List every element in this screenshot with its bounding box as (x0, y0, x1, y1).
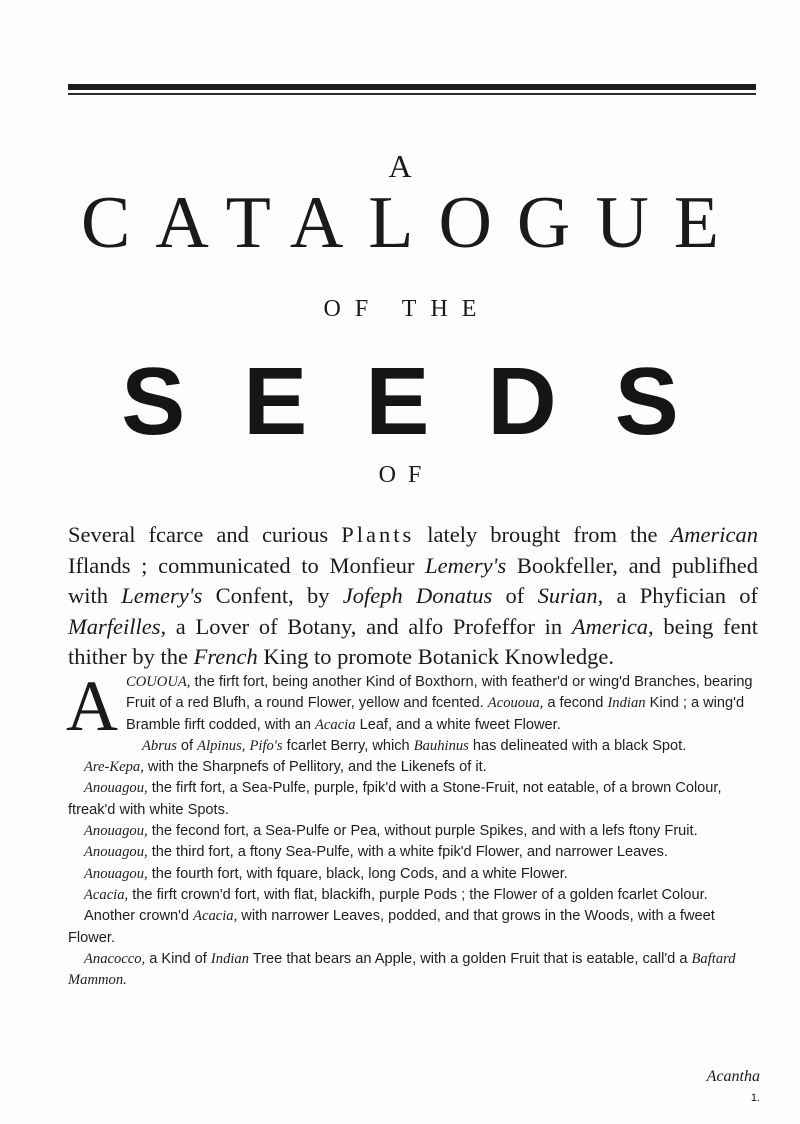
catalogue-entry: Anacocco, a Kind of Indian Tree that bears an Apple, with a golden Fruit that is eatable, call'd a Baftard Mammon. (68, 950, 736, 989)
title-article: A (388, 148, 412, 184)
catalogue-entry: Anouagou, the fecond fort, a Sea-Pulfe or Pea, without purple Spikes, and with a lefs ftony Fruit. (84, 823, 698, 840)
catalogue-entry: Anouagou, the firft fort, a Sea-Pulfe, purple, fpik'd with a Stone-Fruit, not eatable, of a brown Colour, ftreak'd with white Spots. (68, 780, 722, 818)
catalogue-entry: Are-Kepa, with the Sharpnefs of Pellitory, and the Likenefs of it. (84, 759, 487, 776)
title-of-the: OF THE (323, 296, 491, 322)
catalogue-entries (66, 666, 758, 991)
header-rule-thick (68, 84, 756, 90)
catalogue-entry: Anouagou, the fourth fort, with fquare, black, long Cods, and a white Flower. (84, 865, 568, 882)
title-of: OF (378, 462, 434, 488)
signature-mark: 1. (750, 1092, 760, 1104)
catalogue-entry: Another crown'd Acacia, with narrower Leaves, podded, and that grows in the Woods, with a fweet Flower. (68, 908, 715, 946)
catchword: Acantha (706, 1068, 760, 1085)
catalogue-entry: Acacia, the firft crown'd fort, with flat, blackifh, purple Pods ; the Flower of a golden fcarlet Colour. (84, 886, 708, 903)
catalogue-entry: Abrus of Alpinus, Pifo's fcarlet Berry, which Bauhinus has delineated with a black Spot. (142, 737, 687, 754)
drop-cap: A (66, 666, 118, 746)
catalogue-entry: Anouagou, the third fort, a ftony Sea-Pulfe, with a white fpik'd Flower, and narrower Leaves. (84, 844, 668, 861)
title-catalogue: CATALOGUE (80, 182, 745, 264)
catalogue-entry: ACOUOUA, the firft fort, being another Kind of Boxthorn, with feather'd or wing'd Branches, bearing Fruit of a red Blufh, a round Flower, yellow and fcented. Acououa, a fecond Indian Kind ; a wing'd Bramble firft codded, with an Acacia Leaf, and a white fweet Flower. (66, 666, 753, 746)
title-seeds: SEEDS (121, 348, 737, 455)
header-rule-thin (68, 93, 756, 95)
subtitle-paragraph: Several fcarce and curious Plants lately brought from the American Iflands ; communicated to Monfieur Lemery's Bookfeller, and publifhed with Lemery's Confent, by Jofeph Donatus of Surian, a Phyfician of Marfeilles, a Lover of Botany, and alfo Profeffor in America, being fent thither by the French King to promote Botanick Knowledge. (68, 522, 759, 669)
